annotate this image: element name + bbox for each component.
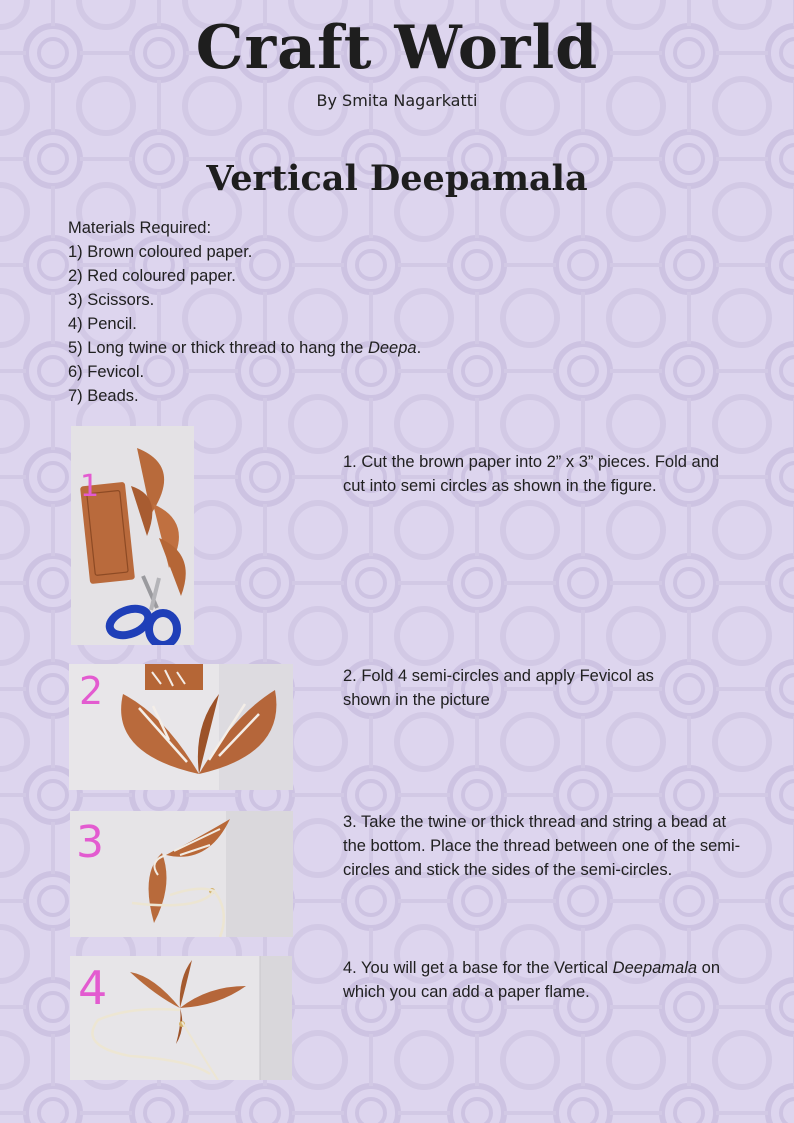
material-item-text: 5) Long twine or thick thread to hang the: [68, 339, 368, 357]
material-item: [68, 336, 728, 360]
material-item: 6) Fevicol.: [68, 363, 145, 381]
step-4-photo: [70, 956, 292, 1080]
material-item-emphasis: Deepa: [367, 339, 417, 357]
author-byline: By Smita Nagarkatti: [316, 91, 478, 110]
step-2-photo: [69, 664, 293, 790]
step-4-text-end: on which you can add a paper flame.: [343, 959, 720, 1001]
step-4-text-emphasis: Deepamala: [612, 959, 698, 977]
material-item: 3) Scissors.: [68, 291, 155, 309]
step-4-text-start: 4. You will get a base for the Vertical: [343, 959, 613, 977]
step-2-text: 2. Fold 4 semi-circles and apply Fevicol as shown in the picture: [343, 667, 654, 709]
step-1-photo: [71, 426, 194, 645]
material-item: 4) Pencil.: [68, 315, 137, 333]
materials-heading: Materials Required:: [68, 219, 212, 237]
page-title: Craft World: [195, 13, 599, 83]
step-1-photo-label: 1: [80, 469, 100, 504]
step-1-text: 1. Cut the brown paper into 2” x 3” pieces. Fold and cut into semi circles as shown in the figure.: [343, 453, 720, 495]
material-item: 2) Red coloured paper.: [68, 267, 236, 285]
step-3-photo: [70, 811, 293, 937]
step-3-text: 3. Take the twine or thick thread and string a bead at the bottom. Place the thread between one of the semi-circles and stick the sides of the semi-circles.: [343, 813, 741, 879]
step-4-photo-label: 4: [78, 961, 108, 1015]
step-4-text: [343, 956, 738, 1004]
materials-list: [68, 216, 728, 408]
material-item: 7) Beads.: [68, 387, 139, 405]
step-2-photo-label: 2: [79, 669, 104, 713]
step-3-photo-label: 3: [76, 817, 104, 868]
material-item-end: .: [416, 339, 422, 357]
material-item: 1) Brown coloured paper.: [68, 243, 253, 261]
craft-title: Vertical Deepamala: [206, 158, 588, 199]
